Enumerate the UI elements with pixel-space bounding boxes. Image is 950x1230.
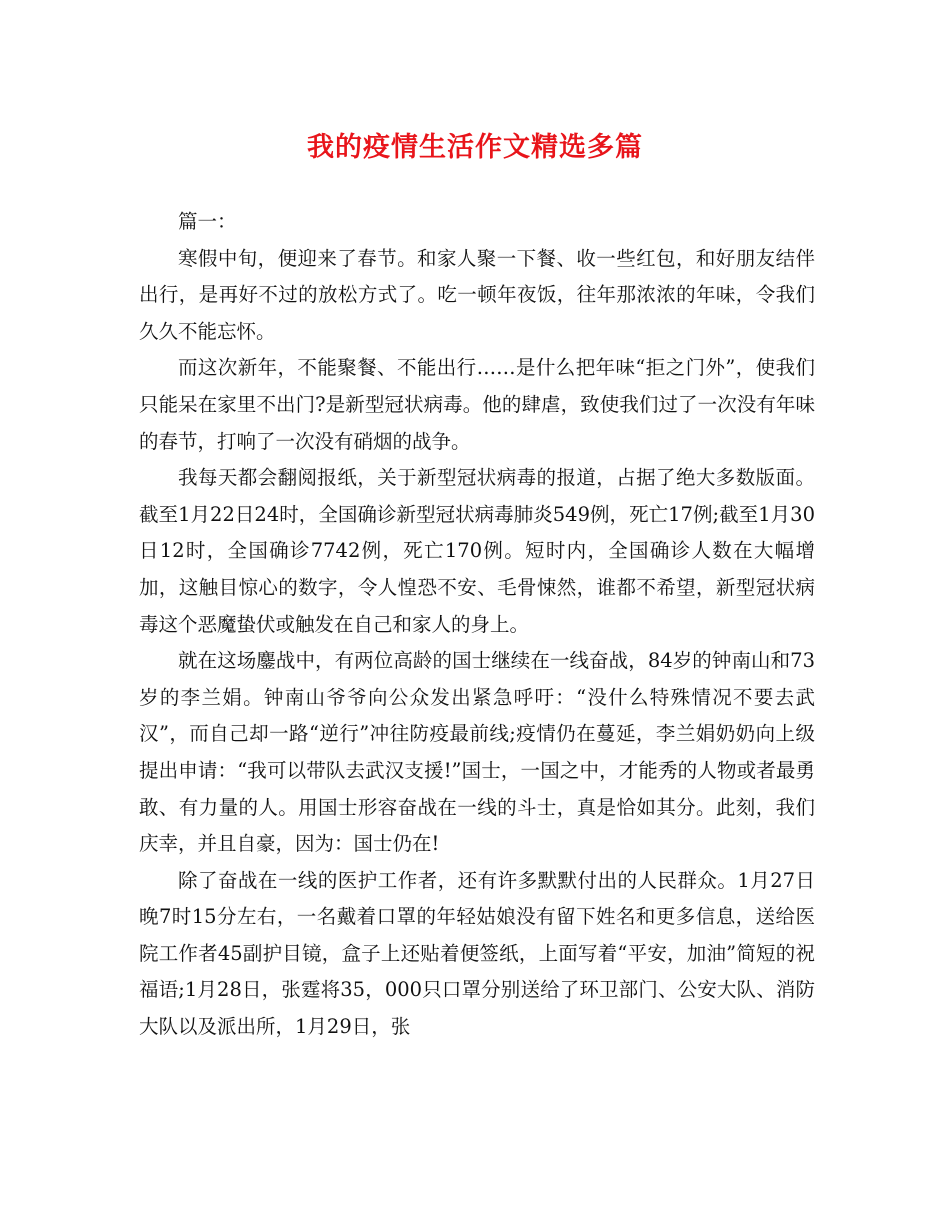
paragraph-1: 寒假中旬，便迎来了春节。和家人聚一下餐、收一些红包，和好朋友结伴出行，是再好不过的放松方式了。吃一顿年夜饭，往年那浓浓的年味，令我们久久不能忘怀。 xyxy=(139,246,815,343)
paragraph-4: 就在这场鏖战中，有两位高龄的国士继续在一线奋战，84岁的钟南山和73岁的李兰娟。钟南山爷爷向公众发出紧急呼吁：“没什么特殊情况不要去武汉”，而自己却一路“逆行”冲往防疫最前线;疫情仍在蔓延，李兰娟奶奶向上级提出申请：“我可以带队去武汉支援!”国士，一国之中，才能秀的人物或者最勇敢、有力量的人。用国士形容奋战在一线的斗士，真是恰如其分。此刻，我们庆幸，并且自豪，因为：国士仍在! xyxy=(139,649,815,856)
section-heading: 篇一： xyxy=(178,210,237,233)
document-body xyxy=(139,204,815,1046)
document-title: 我的疫情生活作文精选多篇 xyxy=(307,132,643,163)
paragraph-3: 我每天都会翻阅报纸，关于新型冠状病毒的报道，占据了绝大多数版面。截至1月22日24时，全国确诊新型冠状病毒肺炎549例，死亡17例;截至1月30日12时，全国确诊7742例，死亡170例。短时内，全国确诊人数在大幅增加，这触目惊心的数字，令人惶恐不安、毛骨悚然，谁都不希望，新型冠状病毒这个恶魔蛰伏或触发在自己和家人的身上。 xyxy=(139,466,815,636)
paragraph-2: 而这次新年，不能聚餐、不能出行……是什么把年味“拒之门外”，使我们只能呆在家里不出门?是新型冠状病毒。他的肆虐，致使我们过了一次没有年味的春节，打响了一次没有硝烟的战争。 xyxy=(139,356,815,453)
paragraph-5: 除了奋战在一线的医护工作者，还有许多默默付出的人民群众。1月27日晚7时15分左右，一名戴着口罩的年轻姑娘没有留下姓名和更多信息，送给医院工作者45副护目镜，盒子上还贴着便签纸，上面写着“平安，加油”简短的祝福语;1月28日，张霆将35，000只口罩分别送给了环卫部门、公安大队、消防大队以及派出所，1月29日，张 xyxy=(139,868,815,1039)
